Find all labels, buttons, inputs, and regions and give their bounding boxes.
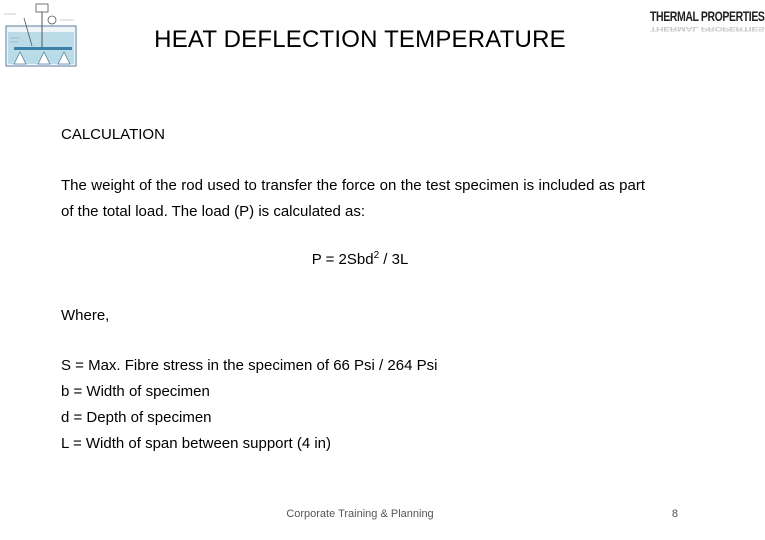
definition-item: b = Width of specimen [61, 383, 210, 400]
definition-item: L = Width of span between support (4 in) [61, 435, 332, 452]
definition-item: S = Max. Fibre stress in the specimen of 66 Psi / 264 Psi [61, 357, 438, 374]
where-label: Where, [61, 307, 110, 324]
logo-reflection: THERMAL PROPERTIES [650, 25, 765, 33]
body-paragraph: The weight of the rod used to transfer the force on the test specimen is included as part of the total load. The load (P) is calculated as: [61, 177, 645, 220]
definition-item: d = Depth of specimen [61, 409, 212, 426]
section-heading: CALCULATION [61, 126, 165, 143]
definition-list [61, 353, 645, 457]
formula-exponent: 2 [373, 250, 380, 261]
load-formula [0, 251, 720, 268]
formula-prefix: P = 2Sbd [311, 251, 374, 268]
page-number: 8 [671, 508, 678, 520]
logo-text: THERMAL PROPERTIES [650, 8, 765, 25]
formula-suffix: / 3L [379, 251, 409, 268]
footer-text: Corporate Training & Planning [286, 508, 434, 520]
page-title: HEAT DEFLECTION TEMPERATURE [154, 26, 566, 53]
